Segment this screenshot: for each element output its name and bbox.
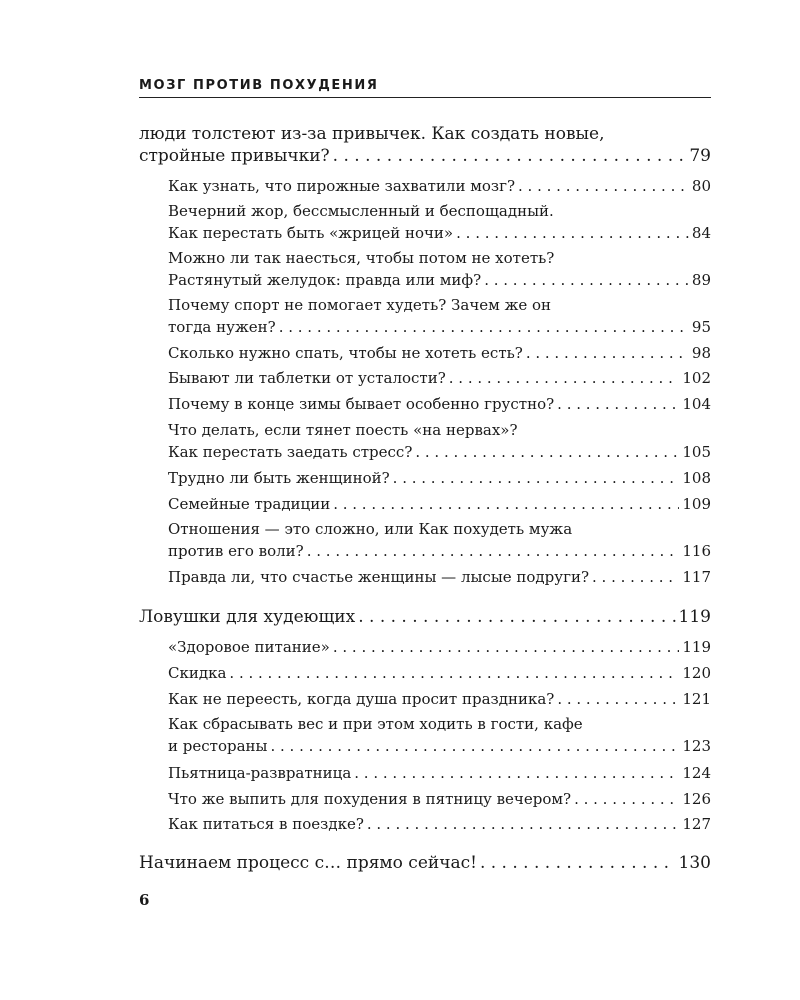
- dot-leader: [484, 269, 689, 291]
- dot-leader: [333, 493, 679, 515]
- toc-page-number: 117: [682, 568, 711, 586]
- dot-leader: [229, 662, 679, 684]
- dot-leader: [393, 467, 680, 489]
- toc-subentry: [168, 419, 711, 463]
- running-header: МОЗГ ПРОТИВ ПОХУДЕНИЯ: [139, 78, 379, 93]
- toc-subentry: [168, 175, 711, 197]
- toc-subentry: [168, 518, 711, 562]
- toc-entry-line: Правда ли, что счастье женщины — лысые подруги?: [168, 568, 589, 586]
- toc-page-number: 130: [678, 853, 711, 873]
- toc-section-heading: [139, 606, 711, 628]
- dot-leader: [358, 606, 675, 628]
- dot-leader: [456, 222, 689, 244]
- toc-entry-line: люди толстеют из-за привычек. Как создать новые,: [139, 124, 605, 144]
- dot-leader: [415, 441, 679, 463]
- toc-subentry: [168, 393, 711, 415]
- toc-subentry: [168, 566, 711, 588]
- toc-entry-line: Семейные традиции: [168, 495, 331, 513]
- toc-page-number: 109: [682, 495, 711, 513]
- toc-subentry: [168, 713, 711, 757]
- toc-page-number: 79: [689, 146, 711, 166]
- toc-entry-line: Скидка: [168, 664, 227, 682]
- toc-entry-line: Растянутый желудок: правда или миф?: [168, 271, 482, 289]
- toc-section-title: Начинаем процесс с… прямо сейчас!: [139, 853, 477, 873]
- toc-page-number: 84: [691, 224, 711, 242]
- toc-entry-line: Как узнать, что пирожные захватили мозг?: [168, 177, 516, 195]
- toc-subentry: [168, 788, 711, 810]
- dot-leader: [526, 342, 689, 364]
- toc-page-number: 104: [682, 395, 711, 413]
- dot-leader: [367, 813, 680, 835]
- dot-leader: [333, 145, 687, 167]
- toc-page-number: 127: [682, 815, 711, 833]
- toc-entry-line: Пьятница-развратница: [168, 764, 352, 782]
- toc-subentry: [168, 762, 711, 784]
- dot-leader: [518, 175, 689, 197]
- dot-leader: [354, 762, 679, 784]
- dot-leader: [449, 367, 680, 389]
- toc-subentry: [168, 493, 711, 515]
- toc-entry-line: Бывают ли таблетки от усталости?: [168, 369, 446, 387]
- toc-page-number: 102: [682, 369, 711, 387]
- toc-entry-line: Можно ли так наесться, чтобы потом не хотеть?: [168, 249, 555, 267]
- dot-leader: [557, 393, 679, 415]
- toc-page-number: 116: [682, 542, 711, 560]
- dot-leader: [279, 316, 689, 338]
- toc-entry-line: Почему в конце зимы бывает особенно грустно?: [168, 395, 555, 413]
- toc-entry-line: и рестораны: [168, 737, 268, 755]
- dot-leader: [333, 636, 680, 658]
- dot-leader: [307, 540, 680, 562]
- toc-page-number: 126: [682, 790, 711, 808]
- dot-leader: [270, 735, 679, 757]
- toc-entry-line: стройные привычки?: [139, 146, 330, 166]
- toc-subentry: [168, 342, 711, 364]
- toc-entry-line: Как перестать заедать стресс?: [168, 443, 413, 461]
- toc-subentry: [168, 688, 711, 710]
- dot-leader: [574, 788, 679, 810]
- toc-entry-continued: [139, 123, 711, 167]
- toc-page-number: 98: [691, 344, 711, 362]
- toc-page-number: 108: [682, 469, 711, 487]
- toc-entry-line: Отношения — это сложно, или Как похудеть мужа: [168, 520, 573, 538]
- toc-entry-line: Сколько нужно спать, чтобы не хотеть есть?: [168, 344, 523, 362]
- toc-page-number: 124: [682, 764, 711, 782]
- toc-page-number: 95: [691, 318, 711, 336]
- toc-subentry: [168, 247, 711, 291]
- toc-subentry: [168, 294, 711, 338]
- toc-entry-line: Как питаться в поездке?: [168, 815, 364, 833]
- page-number: 6: [139, 891, 150, 909]
- toc-entry-line: Трудно ли быть женщиной?: [168, 469, 390, 487]
- toc-entry-line: Что делать, если тянет поесть «на нервах»?: [168, 421, 518, 439]
- toc-entry-line: Что же выпить для похудения в пятницу вечером?: [168, 790, 572, 808]
- toc-subentry: [168, 662, 711, 684]
- toc-page-number: 119: [682, 638, 711, 656]
- dot-leader: [557, 688, 679, 710]
- toc-section-heading: [139, 852, 711, 874]
- toc-entry-line: тогда нужен?: [168, 318, 276, 336]
- toc-section-title: Ловушки для худеющих: [139, 607, 356, 627]
- toc-page-number: 120: [682, 664, 711, 682]
- toc-entry-line: против его воли?: [168, 542, 304, 560]
- toc-subentry: [168, 467, 711, 489]
- toc-page-number: 121: [682, 690, 711, 708]
- toc-subentry: [168, 813, 711, 835]
- toc-subentry: [168, 636, 711, 658]
- toc-page-number: 89: [691, 271, 711, 289]
- toc-page-number: 123: [682, 737, 711, 755]
- toc-entry-line: Почему спорт не помогает худеть? Зачем же он: [168, 296, 552, 314]
- toc-entry-line: «Здоровое питание»: [168, 638, 330, 656]
- toc-entry-line: Как сбрасывать вес и при этом ходить в гости, кафе: [168, 715, 583, 733]
- toc-page-number: 105: [682, 443, 711, 461]
- toc-page-number: 119: [678, 607, 711, 627]
- toc-subentry: [168, 200, 711, 244]
- toc-page-number: 80: [691, 177, 711, 195]
- dot-leader: [592, 566, 679, 588]
- toc-entry-line: Вечерний жор, бессмысленный и беспощадный.: [168, 202, 554, 220]
- toc-entry-line: Как перестать быть «жрицей ночи»: [168, 224, 454, 242]
- toc-subentry: [168, 367, 711, 389]
- dot-leader: [480, 852, 676, 874]
- toc-entry-line: Как не переесть, когда душа просит праздника?: [168, 690, 555, 708]
- header-rule: [139, 97, 711, 98]
